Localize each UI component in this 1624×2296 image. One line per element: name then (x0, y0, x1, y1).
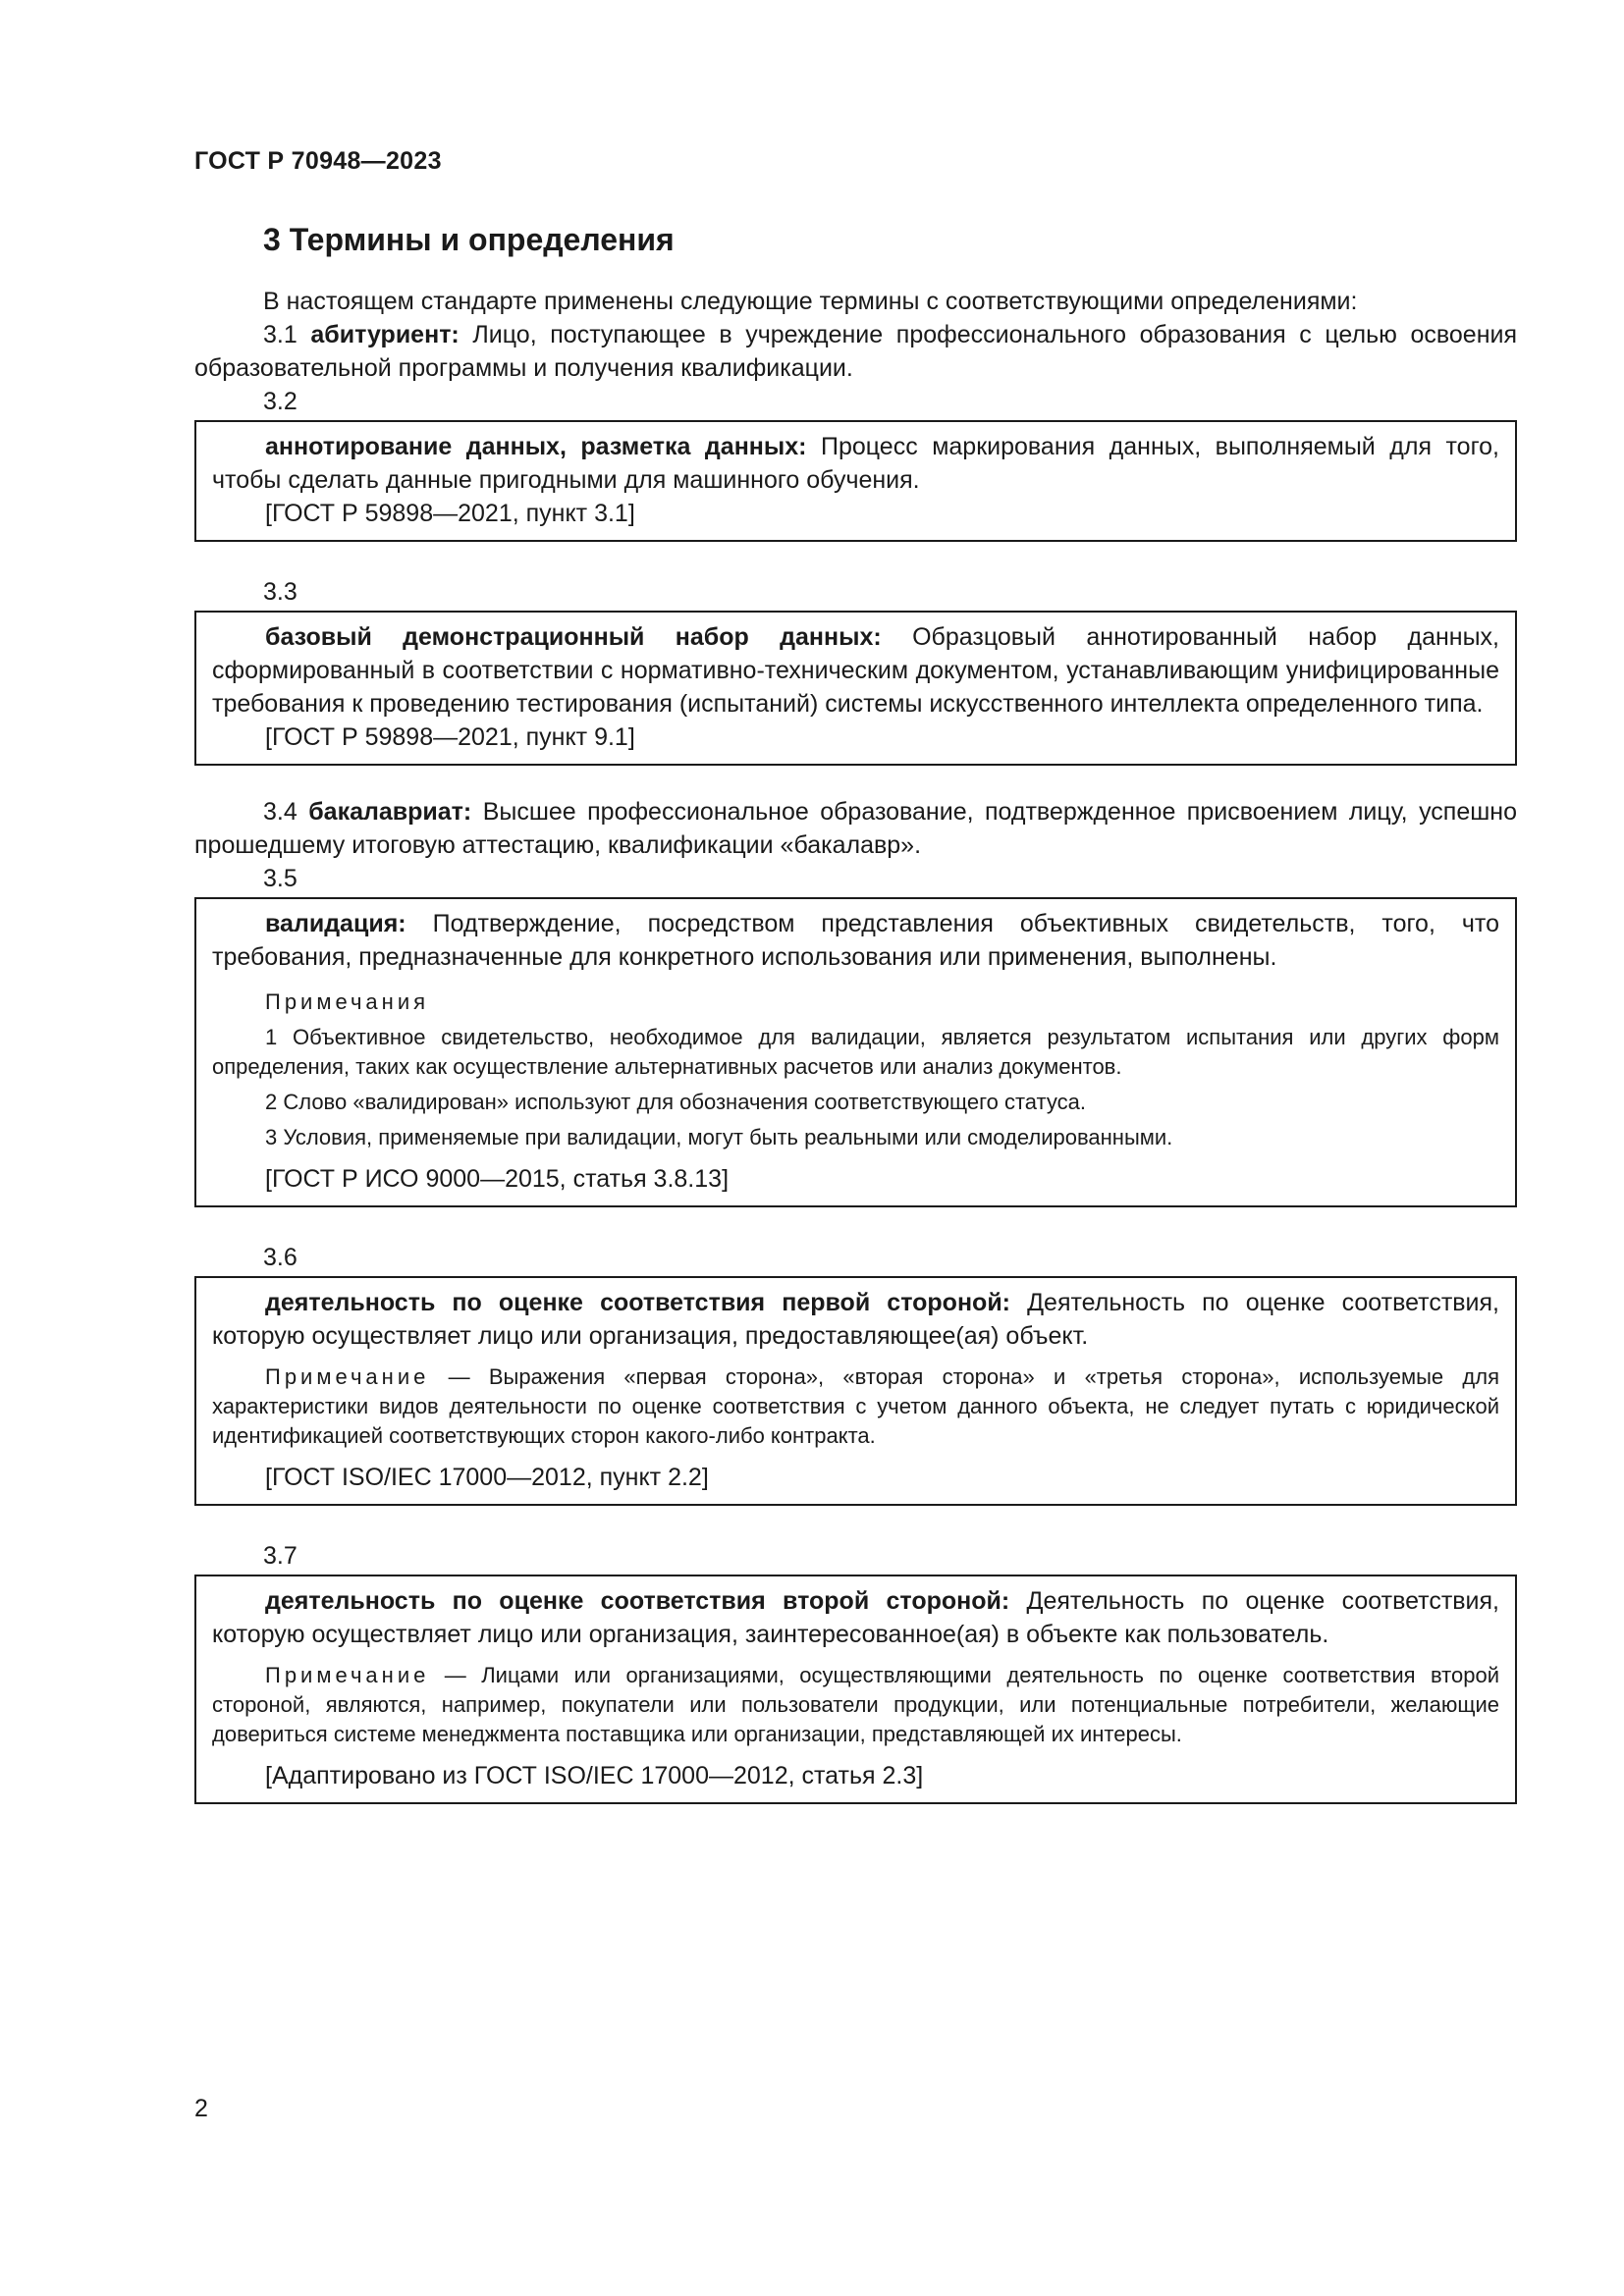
term-entry (212, 430, 1499, 497)
note-text: — Лицами или организациями, осуществляющими деятельность по оценке соответствия второй стороной, являются, например, покупатели или пользователи продукции, или потенциальные потребители, желающие довериться системе менеджмента поставщика или организации, представляющей их интересы. (212, 1663, 1499, 1746)
term-name: деятельность по оценке соответствия первой стороной: (265, 1289, 1011, 1316)
term-number-3-3: 3.3 (263, 578, 298, 606)
term-box-3-5 (194, 897, 1517, 1207)
note-2: 2 Слово «валидирован» используют для обозначения соответствующего статуса. (265, 1090, 1086, 1114)
term-name: бакалавриат: (308, 798, 472, 826)
term-source: [ГОСТ ISO/IEC 17000—2012, пункт 2.2] (265, 1464, 709, 1491)
notes-heading: Примечания (265, 989, 430, 1014)
term-source: [Адаптировано из ГОСТ ISO/IEC 17000—2012, статья 2.3] (265, 1762, 924, 1789)
note (212, 1362, 1499, 1451)
note (212, 1661, 1499, 1749)
term-entry (212, 1286, 1499, 1353)
note-3: 3 Условия, применяемые при валидации, могут быть реальными или смоделированными. (265, 1125, 1173, 1149)
term-source: [ГОСТ Р ИСО 9000—2015, статья 3.8.13] (265, 1165, 730, 1193)
term-definition: Лицо, поступающее в учреждение профессионального образования с целью освоения образовательной программы и получения квалификации. (194, 321, 1517, 382)
document-code-header: ГОСТ Р 70948—2023 (194, 147, 442, 175)
term-3-1 (194, 318, 1517, 385)
term-definition: Деятельность по оценке соответствия, которую осуществляет лицо или организация, заинтересованное(ая) в объекте как пользователь. (212, 1587, 1500, 1648)
term-number: 3.4 (263, 798, 298, 826)
term-number: 3.1 (263, 321, 298, 348)
section-title: 3 Термины и определения (263, 222, 675, 257)
term-name: аннотирование данных, разметка данных: (265, 433, 807, 460)
term-entry (212, 620, 1499, 721)
term-name: деятельность по оценке соответствия второй стороной: (265, 1587, 1010, 1615)
term-definition: Процесс маркирования данных, выполняемый для того, чтобы сделать данные пригодными для машинного обучения. (212, 433, 1499, 494)
note-label: Примечание (265, 1364, 430, 1389)
term-entry (212, 907, 1499, 974)
term-box-3-3 (194, 611, 1517, 766)
term-number-3-5: 3.5 (263, 865, 298, 892)
term-definition: Деятельность по оценке соответствия, которую осуществляет лицо или организация, предоставляющее(ая) объект. (212, 1289, 1499, 1350)
term-name: валидация: (265, 910, 406, 937)
note-1: 1 Объективное свидетельство, необходимое для валидации, является результатом испытания или других форм определения, таких как осуществление альтернативных расчетов или анализ документов. (212, 1025, 1499, 1079)
term-number-3-2: 3.2 (263, 388, 298, 415)
term-name: абитуриент: (310, 321, 460, 348)
term-source: [ГОСТ Р 59898—2021, пункт 9.1] (265, 723, 635, 751)
page-number: 2 (194, 2095, 208, 2122)
term-definition: Высшее профессиональное образование, подтвержденное присвоением лицу, успешно прошедшему итоговую аттестацию, квалификации «бакалавр». (194, 798, 1517, 859)
term-number-3-6: 3.6 (263, 1244, 298, 1271)
term-name: базовый демонстрационный набор данных: (265, 623, 882, 651)
note-label: Примечание (265, 1663, 430, 1687)
term-box-3-2 (194, 420, 1517, 542)
term-number-3-7: 3.7 (263, 1542, 298, 1570)
term-entry (212, 1584, 1499, 1651)
term-3-4 (194, 795, 1517, 862)
term-box-3-6 (194, 1276, 1517, 1506)
term-definition: Образцовый аннотированный набор данных, сформированный в соответствии с нормативно-техническим документом, устанавливающим унифицированные требования к проведению тестирования (испытаний) системы искусственного интеллекта определенного типа. (212, 623, 1500, 718)
term-definition: Подтверждение, посредством представления объективных свидетельств, того, что требования, предназначенные для конкретного использования или применения, выполнены. (212, 910, 1499, 971)
terms-content (194, 285, 1517, 1804)
intro-paragraph: В настоящем стандарте применены следующие термины с соответствующими определениями: (263, 288, 1358, 315)
term-box-3-7 (194, 1575, 1517, 1804)
note-text: — Выражения «первая сторона», «вторая сторона» и «третья сторона», используемые для характеристики видов деятельности по оценке соответствия с учетом данного объекта, не следует путать с юридической идентификацией соответствующих сторон какого-либо контракта. (212, 1364, 1499, 1448)
term-source: [ГОСТ Р 59898—2021, пункт 3.1] (265, 500, 635, 527)
